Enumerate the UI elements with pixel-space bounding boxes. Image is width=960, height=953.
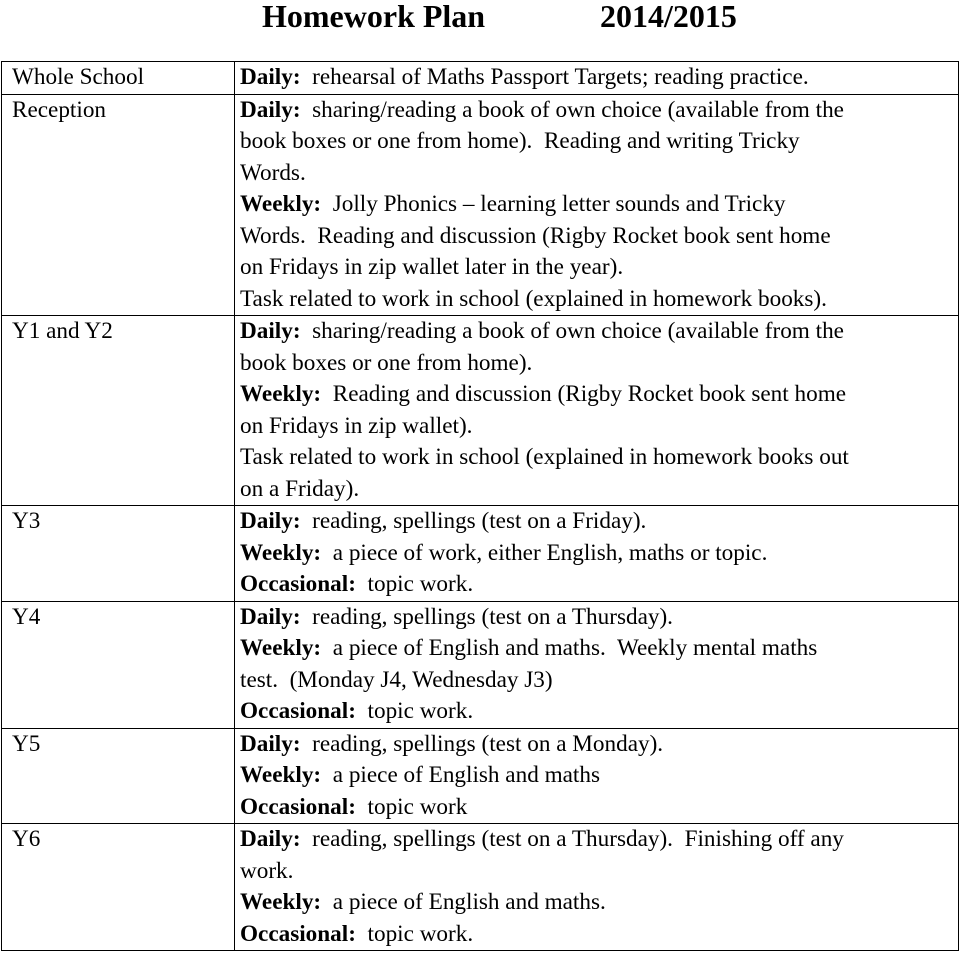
description-line xyxy=(240,633,954,665)
description-text: work. xyxy=(240,857,294,884)
description-line xyxy=(240,538,954,570)
description-text: rehearsal of Maths Passport Targets; reading practice. xyxy=(300,64,809,90)
description-text: Jolly Phonics – learning letter sounds and Tricky xyxy=(321,191,786,217)
frequency-label: Weekly: xyxy=(240,889,322,915)
frequency-label: Daily: xyxy=(240,730,301,757)
homework-description-cell xyxy=(235,94,959,316)
description-text: reading, spellings (test on a Monday). xyxy=(300,730,664,757)
description-line xyxy=(240,474,954,506)
frequency-label: Daily: xyxy=(240,318,301,344)
homework-plan-table xyxy=(1,61,959,951)
description-text: topic work. xyxy=(355,920,474,947)
description-line xyxy=(240,602,954,634)
description-line xyxy=(240,316,954,348)
description-text: a piece of English and maths xyxy=(321,762,600,788)
description-line xyxy=(240,824,954,856)
frequency-label: Weekly: xyxy=(240,539,322,566)
table-row xyxy=(2,824,959,951)
frequency-label: Weekly: xyxy=(240,191,322,217)
description-line xyxy=(240,729,954,761)
description-text: a piece of English and maths. Weekly mental maths xyxy=(321,635,818,661)
description-text: book boxes or one from home). xyxy=(240,349,533,376)
frequency-label: Occasional: xyxy=(240,571,356,597)
description-text: topic work xyxy=(355,793,468,820)
description-line xyxy=(240,158,954,190)
title-text: Homework Plan xyxy=(262,0,486,34)
table-row xyxy=(2,601,959,728)
year-group-cell: Whole School xyxy=(2,62,235,95)
description-text: Reading and discussion (Rigby Rocket book sent home xyxy=(321,381,847,407)
description-text: topic work. xyxy=(355,571,474,597)
description-text: on a Friday). xyxy=(240,475,360,502)
description-text: sharing/reading a book of own choice (available from the xyxy=(300,96,844,123)
description-text: on Fridays in zip wallet later in the year). xyxy=(240,254,624,280)
description-line xyxy=(240,126,954,158)
homework-description-cell xyxy=(235,824,959,951)
description-text: a piece of work, either English, maths or topic. xyxy=(321,539,768,566)
frequency-label: Weekly: xyxy=(240,381,322,407)
description-text: sharing/reading a book of own choice (available from the xyxy=(300,318,844,344)
table-row xyxy=(2,316,959,506)
frequency-label: Daily: xyxy=(240,64,301,90)
homework-description-cell xyxy=(235,601,959,728)
frequency-label: Weekly: xyxy=(240,635,322,661)
homework-description-cell xyxy=(235,62,959,95)
description-text: reading, spellings (test on a Thursday). Finishing off any xyxy=(300,826,844,852)
description-line xyxy=(240,379,954,411)
description-line xyxy=(240,887,954,919)
description-line xyxy=(240,95,954,127)
description-text: Words. Reading and discussion (Rigby Rocket book sent home xyxy=(240,222,831,249)
description-text: reading, spellings (test on a Friday). xyxy=(300,508,647,534)
table-row xyxy=(2,62,959,95)
frequency-label: Occasional: xyxy=(240,920,356,947)
description-line xyxy=(240,856,954,888)
description-text: topic work. xyxy=(355,698,474,724)
frequency-label: Daily: xyxy=(240,826,301,852)
frequency-label: Daily: xyxy=(240,96,301,123)
description-line xyxy=(240,760,954,792)
homework-description-cell xyxy=(235,506,959,602)
description-line xyxy=(240,189,954,221)
description-text: Task related to work in school (explained in homework books). xyxy=(240,285,827,312)
description-line xyxy=(240,919,954,951)
year-group-cell: Y6 xyxy=(2,824,235,951)
description-text: on Fridays in zip wallet). xyxy=(240,412,473,439)
description-line xyxy=(240,569,954,601)
homework-description-cell xyxy=(235,316,959,506)
year-group-cell: Y3 xyxy=(2,506,235,602)
description-line xyxy=(240,665,954,697)
description-text: book boxes or one from home). Reading and writing Tricky xyxy=(240,128,800,154)
frequency-label: Daily: xyxy=(240,603,301,630)
frequency-label: Occasional: xyxy=(240,793,356,820)
description-line xyxy=(240,506,954,538)
title-year: 2014/2015 xyxy=(600,0,737,34)
description-text: Words. xyxy=(240,159,306,186)
description-line xyxy=(240,792,954,824)
description-line xyxy=(240,252,954,284)
description-text: test. (Monday J4, Wednesday J3) xyxy=(240,666,553,693)
table-row xyxy=(2,728,959,824)
description-text: reading, spellings (test on a Thursday). xyxy=(300,603,673,630)
frequency-label: Weekly: xyxy=(240,762,322,788)
description-line xyxy=(240,62,954,94)
description-line xyxy=(240,696,954,728)
description-line xyxy=(240,411,954,443)
table-row xyxy=(2,94,959,316)
description-line xyxy=(240,221,954,253)
year-group-cell: Y1 and Y2 xyxy=(2,316,235,506)
description-text: a piece of English and maths. xyxy=(321,889,606,915)
description-text: Task related to work in school (explained in homework books out xyxy=(240,444,849,470)
description-line xyxy=(240,442,954,474)
description-line xyxy=(240,348,954,380)
frequency-label: Occasional: xyxy=(240,698,356,724)
description-line xyxy=(240,284,954,316)
year-group-cell: Y5 xyxy=(2,728,235,824)
homework-description-cell xyxy=(235,728,959,824)
frequency-label: Daily: xyxy=(240,508,301,534)
year-group-cell: Reception xyxy=(2,94,235,316)
year-group-cell: Y4 xyxy=(2,601,235,728)
page-title xyxy=(0,0,960,36)
table-row xyxy=(2,506,959,602)
